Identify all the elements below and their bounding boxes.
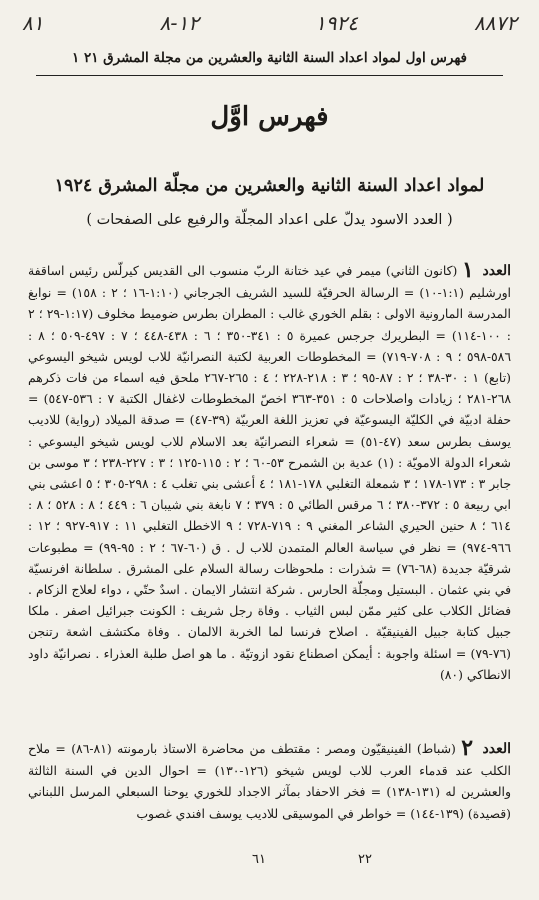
- page-subtitle: لمواد اعداد السنة الثانية والعشرين من مجلّة المشرق ١٩٢٤: [54, 176, 485, 196]
- page-numbers: [0, 852, 539, 872]
- handwritten-note: ٨٨٧٢: [474, 11, 517, 35]
- issue-label: العدد: [482, 263, 511, 279]
- issue-number: ١: [462, 257, 474, 283]
- handwritten-annotations: [22, 6, 517, 40]
- handwritten-note: ٨١: [22, 11, 44, 35]
- page-number: ٢٢: [358, 852, 372, 867]
- handwritten-note: ١٩٢٤: [315, 11, 358, 35]
- issue-number: ٢: [461, 735, 474, 761]
- handwritten-note: ١٢-٨: [159, 11, 199, 35]
- issue-section: [28, 257, 512, 685]
- page-title: فهرس اوَّل: [210, 102, 329, 132]
- header-rule: [36, 75, 503, 76]
- page-number: ٦١: [252, 852, 266, 867]
- index-note: ( العدد الاسود يدلّ على اعداد المجلّة والرفيع على الصفحات ): [86, 212, 453, 228]
- issue-label: العدد: [482, 741, 511, 757]
- issue-text: (شباط) الفينيقيّون ومصر : مقتطف من محاضرة الاستاذ بارمونته (٨١-٨٦) = ملاح الكلب عند قدماء العرب للاب لويس شيخو (١٢٦-١٣٠) = احوال الدين في السنة الثالثة والعشرين له (١٣١-١٣٨) = فخر الاحفاد بمآثر الاجداد للخوري يوحنا السبعلي المرسل اللبناني (قصيدة) (١٣٩-١٤٤) = خواطر في الموسيقى للاديب يوسف افندي غصوب: [28, 741, 511, 821]
- issue-section: [28, 735, 511, 824]
- running-header: فهرس اول لمواد اعداد السنة الثانية والعشرين من مجلة المشرق ٢١ ١: [71, 50, 468, 66]
- issue-text: (كانون الثاني) ميمر في عيد ختانة الربّ منسوب الى القديس كيرلّس رئيس اساقفة اورشليم (١:١-١٠) = الرسالة الحرفيّة للسيد الشريف الجرجاني (١:١٠-١٦ ؛ ٢ : ١٥٨) = نوابغ المدرسة المارونية الاولى : بقلم الخوري غالب : المطران بطرس ضوميط مخلوف (١:١٧-٢٩ ؛ ٢ : ١٠٠-١١٤) = البطريرك جرجس عميرة ٥ : ٣٤١-٣٥٠ ؛ ٦ : ٤٣٨-٤٤٨ ؛ ٧ : ٤٩٧-٥٠٩ ؛ ٨ : ٥٨٦-٥٩٨ ؛ ٩ : ٧٠٨-٧١٩) = المخطوطات العربية لكتبة النصرانيّة للاب لويس شيخو اليسوعي (تابع) ١ : ٣٠-٣٨ ؛ ٢ : ٨٧-٩٥ ؛ ٣ : ٢١٨-٢٢٨ ؛ ٤ : ٢٦٥-٢٦٧ ملحق فيه اسماء من فات ذكرهم ٢٦٨-٢٨١ ؛ زيادات واصلاحات ٥ : ٣٥١-٣٦٣ اخصّ المخطوطات لاغفال الكتبة ٧ : ٥٣٦-٥٤٧) = حفلة ادبيّة في الكليّة اليسوعيّة في تعزيز اللغة العربيّة (٣٩-٤٧) = صدقة الميلاد (رواية) للاديب يوسف بطرس سعد (٤٧-٥١) = شعراء النصرانيّة بعد الاسلام للاب لويس شيخو اليسوعي : شعراء الدولة الامويّة : (١) عدية بن الشمرح ٥٣-٦٠ ؛ ٢ : ١١٥-١٢٥ ؛ ٣ : ٢٢٧-٢٣٨ ؛ ٣ موسى بن جابر ٣ : ١٧٣-١٧٨ ؛ ٣ شمعلة التغلبي ١٧٨-١٨١ ؛ ٤ أعشى بني تغلب ٤ : ٢٩٨-٣٠٥ ؛ ٥ اعشى بني ابي ربيعة ٥ : ٣٧٢-٣٨٠ ؛ ٦ مرقس الطائي ٥ : ٣٧٩ ؛ ٧ نابغة بني شيبان ٦ : ٤٤٩ ؛ ٨ : ٥٢٨ ؛ ٨ : ٦١٤ ؛ ٨ حنين الحيري الشاعر المغني ٩ : ٧١٩-٧٢٨ ؛ ٩ الاخطل التغلبي ١١ : ٩١٧-٩٢٧ ؛ ١٢ : ٩٦٦-٩٧٤) = نظر في سياسة العالم المتمدن للاب ل . ق (٦٠-٦٧ ؛ ٢ : ٩٥-٩٩) = مطبوعات شرقيّة جديدة (٦٨-٧٦) = شذرات : ملحوظات رسالة السلام على المشرق . سلطانة افرنسيّة في بني عثمان . البستيل ومجلّة الحارس . شركة انتشار الايمان . اسدٌ حتّي ، دواء لعلاج الزكام . فضائل الكلاب على كثير ممّن لبس الثياب . وفاة رجل شريف : الكونت جبرائيل اصفر . ملكا جبيل كتابة جبيل الفينيقيّة . اصلاح فرنسا لما الخربة الالمان . وفاة مكتشف اشعة رتنجن (٧٦-٧٩) = اسئلة واجوبة : أيمكن اصطناع نقود ازوتيّة . ما هو اصل طلبة العذراء . نصرانيّة داود الانطاكي (٨٠): [28, 263, 512, 682]
